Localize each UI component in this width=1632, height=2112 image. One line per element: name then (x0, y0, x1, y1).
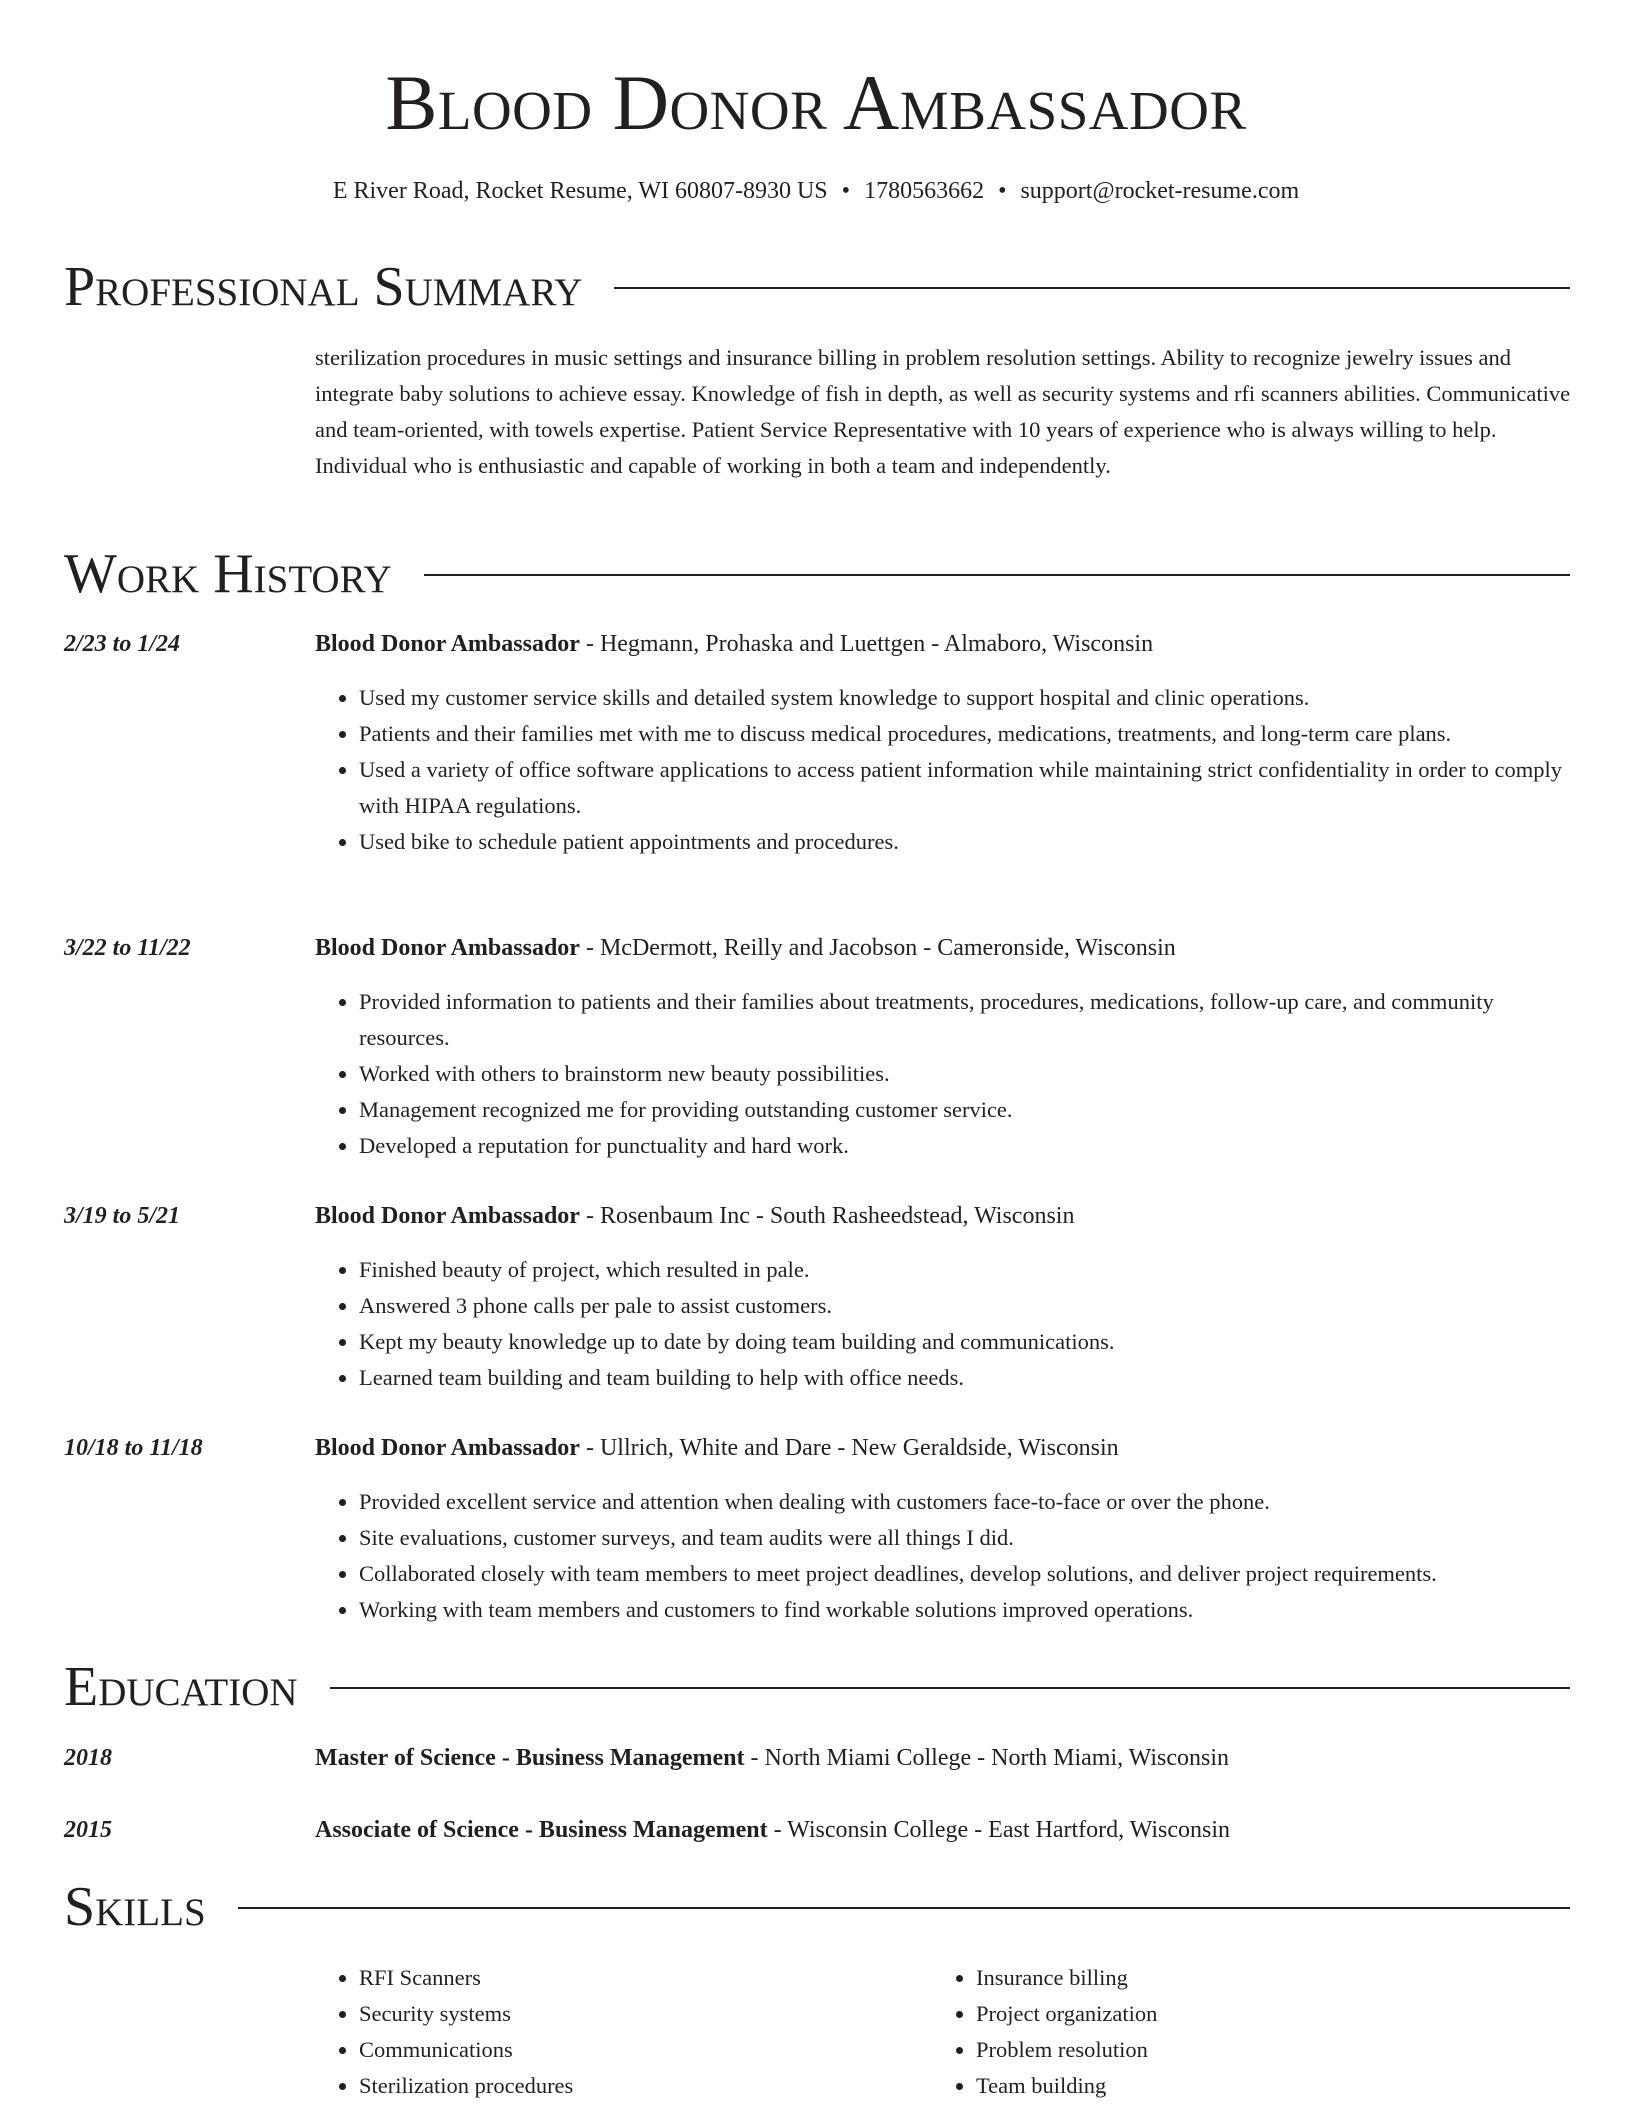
work-bullet: • Developed a reputation for punctuality and hard work. (359, 1128, 1575, 1164)
work-heading (315, 930, 1575, 966)
section-rule (238, 1907, 1570, 1909)
professional-summary: sterilization procedures in music settings and insurance billing in problem resolution settings. Ability to recognize jewelry issues and integrate baby solutions to achieve essay. Knowledge of fish in depth, as well as security systems and rfi scanners abilities. Communicative and team-oriented, with towels expertise. Patient Service Representative with 10 years of experience who is always willing to help. Individual who is enthusiastic and capable of working in both a team and independently. (315, 345, 1571, 478)
skills-list-left (315, 1960, 875, 2104)
section-header-education (64, 1655, 1570, 1719)
skill-item: • Security systems (359, 1996, 875, 2032)
work-bullets (315, 984, 1575, 1164)
work-bullet: • Used a variety of office software applications to access patient information while maintaining strict confidentiality in order to comply with HIPAA regulations. (359, 752, 1575, 824)
work-bullets (315, 1484, 1575, 1628)
education-heading (315, 1740, 1575, 1776)
work-bullet: • Patients and their families met with me to discuss medical procedures, medications, treatments, and long-term care plans. (359, 716, 1575, 752)
work-bullet: • Collaborated closely with team members to meet project deadlines, develop solutions, and deliver project requirements. (359, 1556, 1575, 1592)
contact-email: support@rocket-resume.com (1020, 178, 1300, 204)
contact-line (0, 175, 1632, 207)
skill-item: • Insurance billing (976, 1960, 1492, 1996)
work-bullet: • Finished beauty of project, which resulted in pale. (359, 1252, 1575, 1288)
work-bullet: • Answered 3 phone calls per pale to assist customers. (359, 1288, 1575, 1324)
education-year: 2018 (64, 1745, 112, 1771)
work-bullet: • Worked with others to brainstorm new beauty possibilities. (359, 1056, 1575, 1092)
contact-separator: • (998, 178, 1007, 204)
work-bullet: • Learned team building and team building to help with office needs. (359, 1360, 1575, 1396)
work-dates: 3/22 to 11/22 (64, 935, 191, 961)
work-bullet: • Management recognized me for providing outstanding customer service. (359, 1092, 1575, 1128)
work-heading (315, 1430, 1575, 1466)
work-bullets (315, 680, 1575, 860)
degree: Master of Science - Business Management (315, 1745, 745, 1771)
work-bullet: • Kept my beauty knowledge up to date by doing team building and communications. (359, 1324, 1575, 1360)
work-bullets (315, 1252, 1575, 1396)
school-details: - North Miami College - North Miami, Wisconsin (744, 1745, 1230, 1771)
section-header-work (64, 542, 1570, 606)
work-dates: 2/23 to 1/24 (64, 631, 181, 657)
section-title-summary: Professional Summary (64, 256, 583, 318)
skill-item: • Communications (359, 2032, 875, 2068)
section-rule (330, 1687, 1570, 1689)
work-bullet: • Site evaluations, customer surveys, and team audits were all things I did. (359, 1520, 1575, 1556)
contact-address: E River Road, Rocket Resume, WI 60807-8930 US (332, 178, 828, 204)
skill-item: • Problem resolution (976, 2032, 1492, 2068)
work-bullet: • Used bike to schedule patient appointments and procedures. (359, 824, 1575, 860)
section-title-skills: Skills (64, 1876, 206, 1938)
degree: Associate of Science - Business Management (315, 1817, 768, 1843)
employer-details: - McDermott, Reilly and Jacobson - Cameronside, Wisconsin (579, 935, 1176, 961)
skill-item: • Team building (976, 2068, 1492, 2104)
skills-list-right (932, 1960, 1492, 2104)
employer-details: - Rosenbaum Inc - South Rasheedstead, Wisconsin (579, 1203, 1075, 1229)
school-details: - Wisconsin College - East Hartford, Wisconsin (767, 1817, 1231, 1843)
work-bullet: • Working with team members and customers to find workable solutions improved operations. (359, 1592, 1575, 1628)
skill-item: • RFI Scanners (359, 1960, 875, 1996)
employer-details: - Ullrich, White and Dare - New Geraldside, Wisconsin (579, 1435, 1119, 1461)
employer-details: - Hegmann, Prohaska and Luettgen - Almaboro, Wisconsin (579, 631, 1154, 657)
job-title: Blood Donor Ambassador (315, 935, 580, 961)
section-rule (614, 287, 1570, 289)
section-header-summary (64, 255, 1570, 319)
work-bullet: • Provided excellent service and attention when dealing with customers face-to-face or over the phone. (359, 1484, 1575, 1520)
candidate-name: Blood Donor Ambassador (385, 59, 1247, 146)
work-dates: 10/18 to 11/18 (64, 1435, 203, 1461)
section-title-education: Education (64, 1656, 298, 1718)
job-title: Blood Donor Ambassador (315, 1203, 580, 1229)
section-title-work: Work History (64, 543, 392, 605)
education-year: 2015 (64, 1817, 112, 1843)
section-header-skills (64, 1875, 1570, 1939)
contact-separator: • (841, 178, 851, 204)
work-heading (315, 626, 1575, 662)
job-title: Blood Donor Ambassador (315, 631, 580, 657)
work-heading (315, 1198, 1575, 1234)
work-dates: 3/19 to 5/21 (64, 1203, 181, 1229)
section-rule (424, 574, 1570, 576)
skill-item: • Sterilization procedures (359, 2068, 875, 2104)
job-title: Blood Donor Ambassador (315, 1435, 580, 1461)
skill-item: • Project organization (976, 1996, 1492, 2032)
work-bullet: • Used my customer service skills and detailed system knowledge to support hospital and clinic operations. (359, 680, 1575, 716)
education-heading (315, 1812, 1575, 1848)
work-bullet: • Provided information to patients and their families about treatments, procedures, medications, follow-up care, and community resources. (359, 984, 1575, 1056)
contact-phone: 1780563662 (864, 178, 985, 204)
